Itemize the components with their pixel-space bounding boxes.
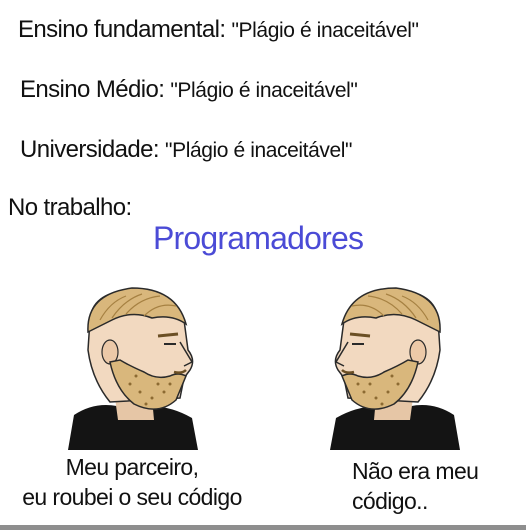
right-caption — [352, 456, 478, 516]
university-quote: "Plágio é inaceitável" — [165, 139, 353, 162]
chad-face-right-illustration — [60, 280, 210, 450]
bottom-divider — [0, 525, 526, 530]
high-school-quote: "Plágio é inaceitável" — [170, 79, 358, 102]
right-caption-line-2: código.. — [352, 488, 428, 514]
elementary-quote: "Plágio é inaceitável" — [231, 19, 419, 42]
university-line — [20, 136, 352, 164]
work-label: No trabalho: — [8, 194, 132, 221]
chad-face-left-illustration — [318, 280, 468, 450]
right-caption-line-1: Não era meu — [352, 458, 479, 484]
elementary-school-line — [18, 16, 419, 44]
high-school-line — [20, 76, 357, 104]
university-label: Universidade: — [20, 136, 159, 163]
left-caption-line-2: eu roubei o seu código — [22, 484, 242, 510]
high-school-label: Ensino Médio: — [20, 76, 165, 103]
programmers-heading: Programadores — [153, 220, 364, 256]
elementary-label: Ensino fundamental: — [18, 16, 226, 43]
left-caption-line-1: Meu parceiro, — [65, 454, 199, 480]
left-caption — [12, 452, 252, 512]
